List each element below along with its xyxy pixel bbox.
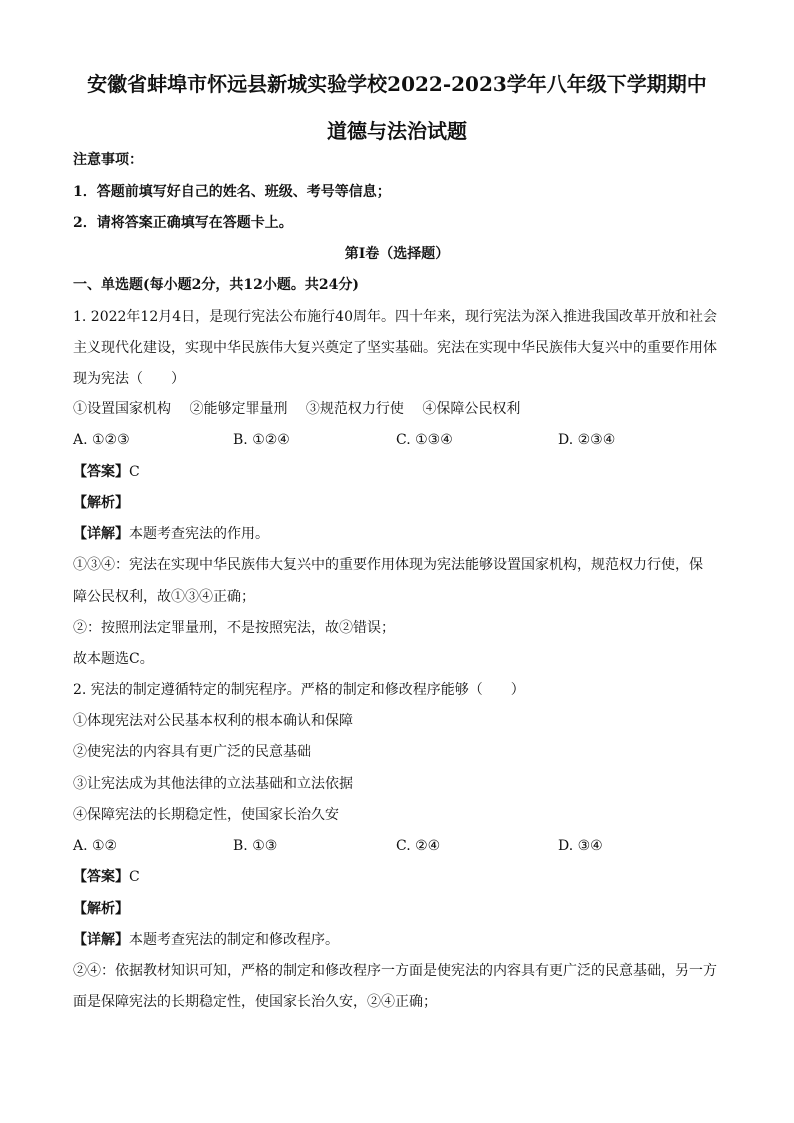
q2-explain-line-1: ②④：依据教材知识可知，严格的制定和修改程序一方面是使宪法的内容具有更广泛的民意基础，另一方 (73, 963, 717, 979)
notes-heading: 注意事项： (73, 152, 143, 168)
q2-detail-text: 本题考查宪法的制定和修改程序。 (129, 932, 339, 948)
q1-explain-line-1: ①③④：宪法在实现中华民族伟大复兴中的重要作用体现为宪法能够设置国家机构，规范权力行使，保 (73, 557, 703, 573)
q2-detail-label: 【详解】 (73, 932, 129, 948)
q1-stem-line-1: 1. 2022年12月4日，是现行宪法公布施行40周年。四十年来，现行宪法为深入推进我国改革开放和社会 (73, 309, 717, 325)
q2-analysis-label: 【解析】 (73, 901, 129, 917)
q1-option-c: C. ①③④ (396, 432, 453, 448)
q1-analysis-label: 【解析】 (73, 495, 129, 511)
exam-title-line1: 安徽省蚌埠市怀远县新城实验学校2022-2023学年八年级下学期期中 (87, 72, 707, 96)
q1-option-b: B. ①②④ (233, 432, 290, 448)
q2-stem: 2. 宪法的制定遵循特定的制宪程序。严格的制定和修改程序能够（ ） (73, 682, 525, 698)
q1-answer-value: C (129, 464, 140, 480)
q2-explain-line-2: 面是保障宪法的长期稳定性，使国家长治久安，②④正确； (73, 994, 437, 1010)
q1-option-a: A. ①②③ (73, 432, 130, 448)
q1-answer (73, 462, 140, 482)
q1-statements: ①设置国家机构 ②能够定罪量刑 ③规范权力行使 ④保障公民权利 (73, 401, 521, 417)
q2-option-d: D. ③④ (558, 838, 603, 854)
q2-statement-4: ④保障宪法的长期稳定性，使国家长治久安 (73, 807, 339, 823)
q1-stem-line-3: 现为宪法（ ） (73, 371, 185, 387)
q2-answer-label: 【答案】 (73, 869, 129, 885)
q1-explain-line-2: 障公民权利，故①③④正确； (73, 589, 255, 605)
q2-statement-2: ②使宪法的内容具有更广泛的民意基础 (73, 744, 311, 760)
q2-option-a: A. ①② (73, 838, 118, 854)
q2-statement-3: ③让宪法成为其他法律的立法基础和立法依据 (73, 776, 353, 792)
part-heading: 一、单选题(每小题2分，共12小题。共24分) (73, 277, 359, 293)
q2-detail (73, 930, 339, 950)
q1-option-d: D. ②③④ (558, 432, 616, 448)
exam-title-line2: 道德与法治试题 (327, 119, 467, 143)
note-item-1: 1．答题前填写好自己的姓名、班级、考号等信息； (73, 184, 391, 200)
volume-heading: 第I卷（选择题） (344, 246, 450, 262)
q2-option-c: C. ②④ (396, 838, 441, 854)
q2-answer-value: C (129, 869, 140, 885)
q1-answer-label: 【答案】 (73, 464, 129, 480)
q1-detail (73, 524, 269, 544)
q1-stem-line-2: 主义现代化建设，实现中华民族伟大复兴奠定了坚实基础。宪法在实现中华民族伟大复兴中的重要作用体 (73, 340, 717, 356)
q2-answer (73, 867, 140, 887)
q1-explain-line-4: 故本题选C。 (73, 651, 154, 667)
q2-statement-1: ①体现宪法对公民基本权利的根本确认和保障 (73, 713, 353, 729)
q2-option-b: B. ①③ (233, 838, 278, 854)
q1-explain-line-3: ②：按照刑法定罪量刑，不是按照宪法，故②错误； (73, 620, 395, 636)
q1-detail-text: 本题考查宪法的作用。 (129, 526, 269, 542)
note-item-2: 2．请将答案正确填写在答题卡上。 (73, 215, 293, 231)
q1-detail-label: 【详解】 (73, 526, 129, 542)
